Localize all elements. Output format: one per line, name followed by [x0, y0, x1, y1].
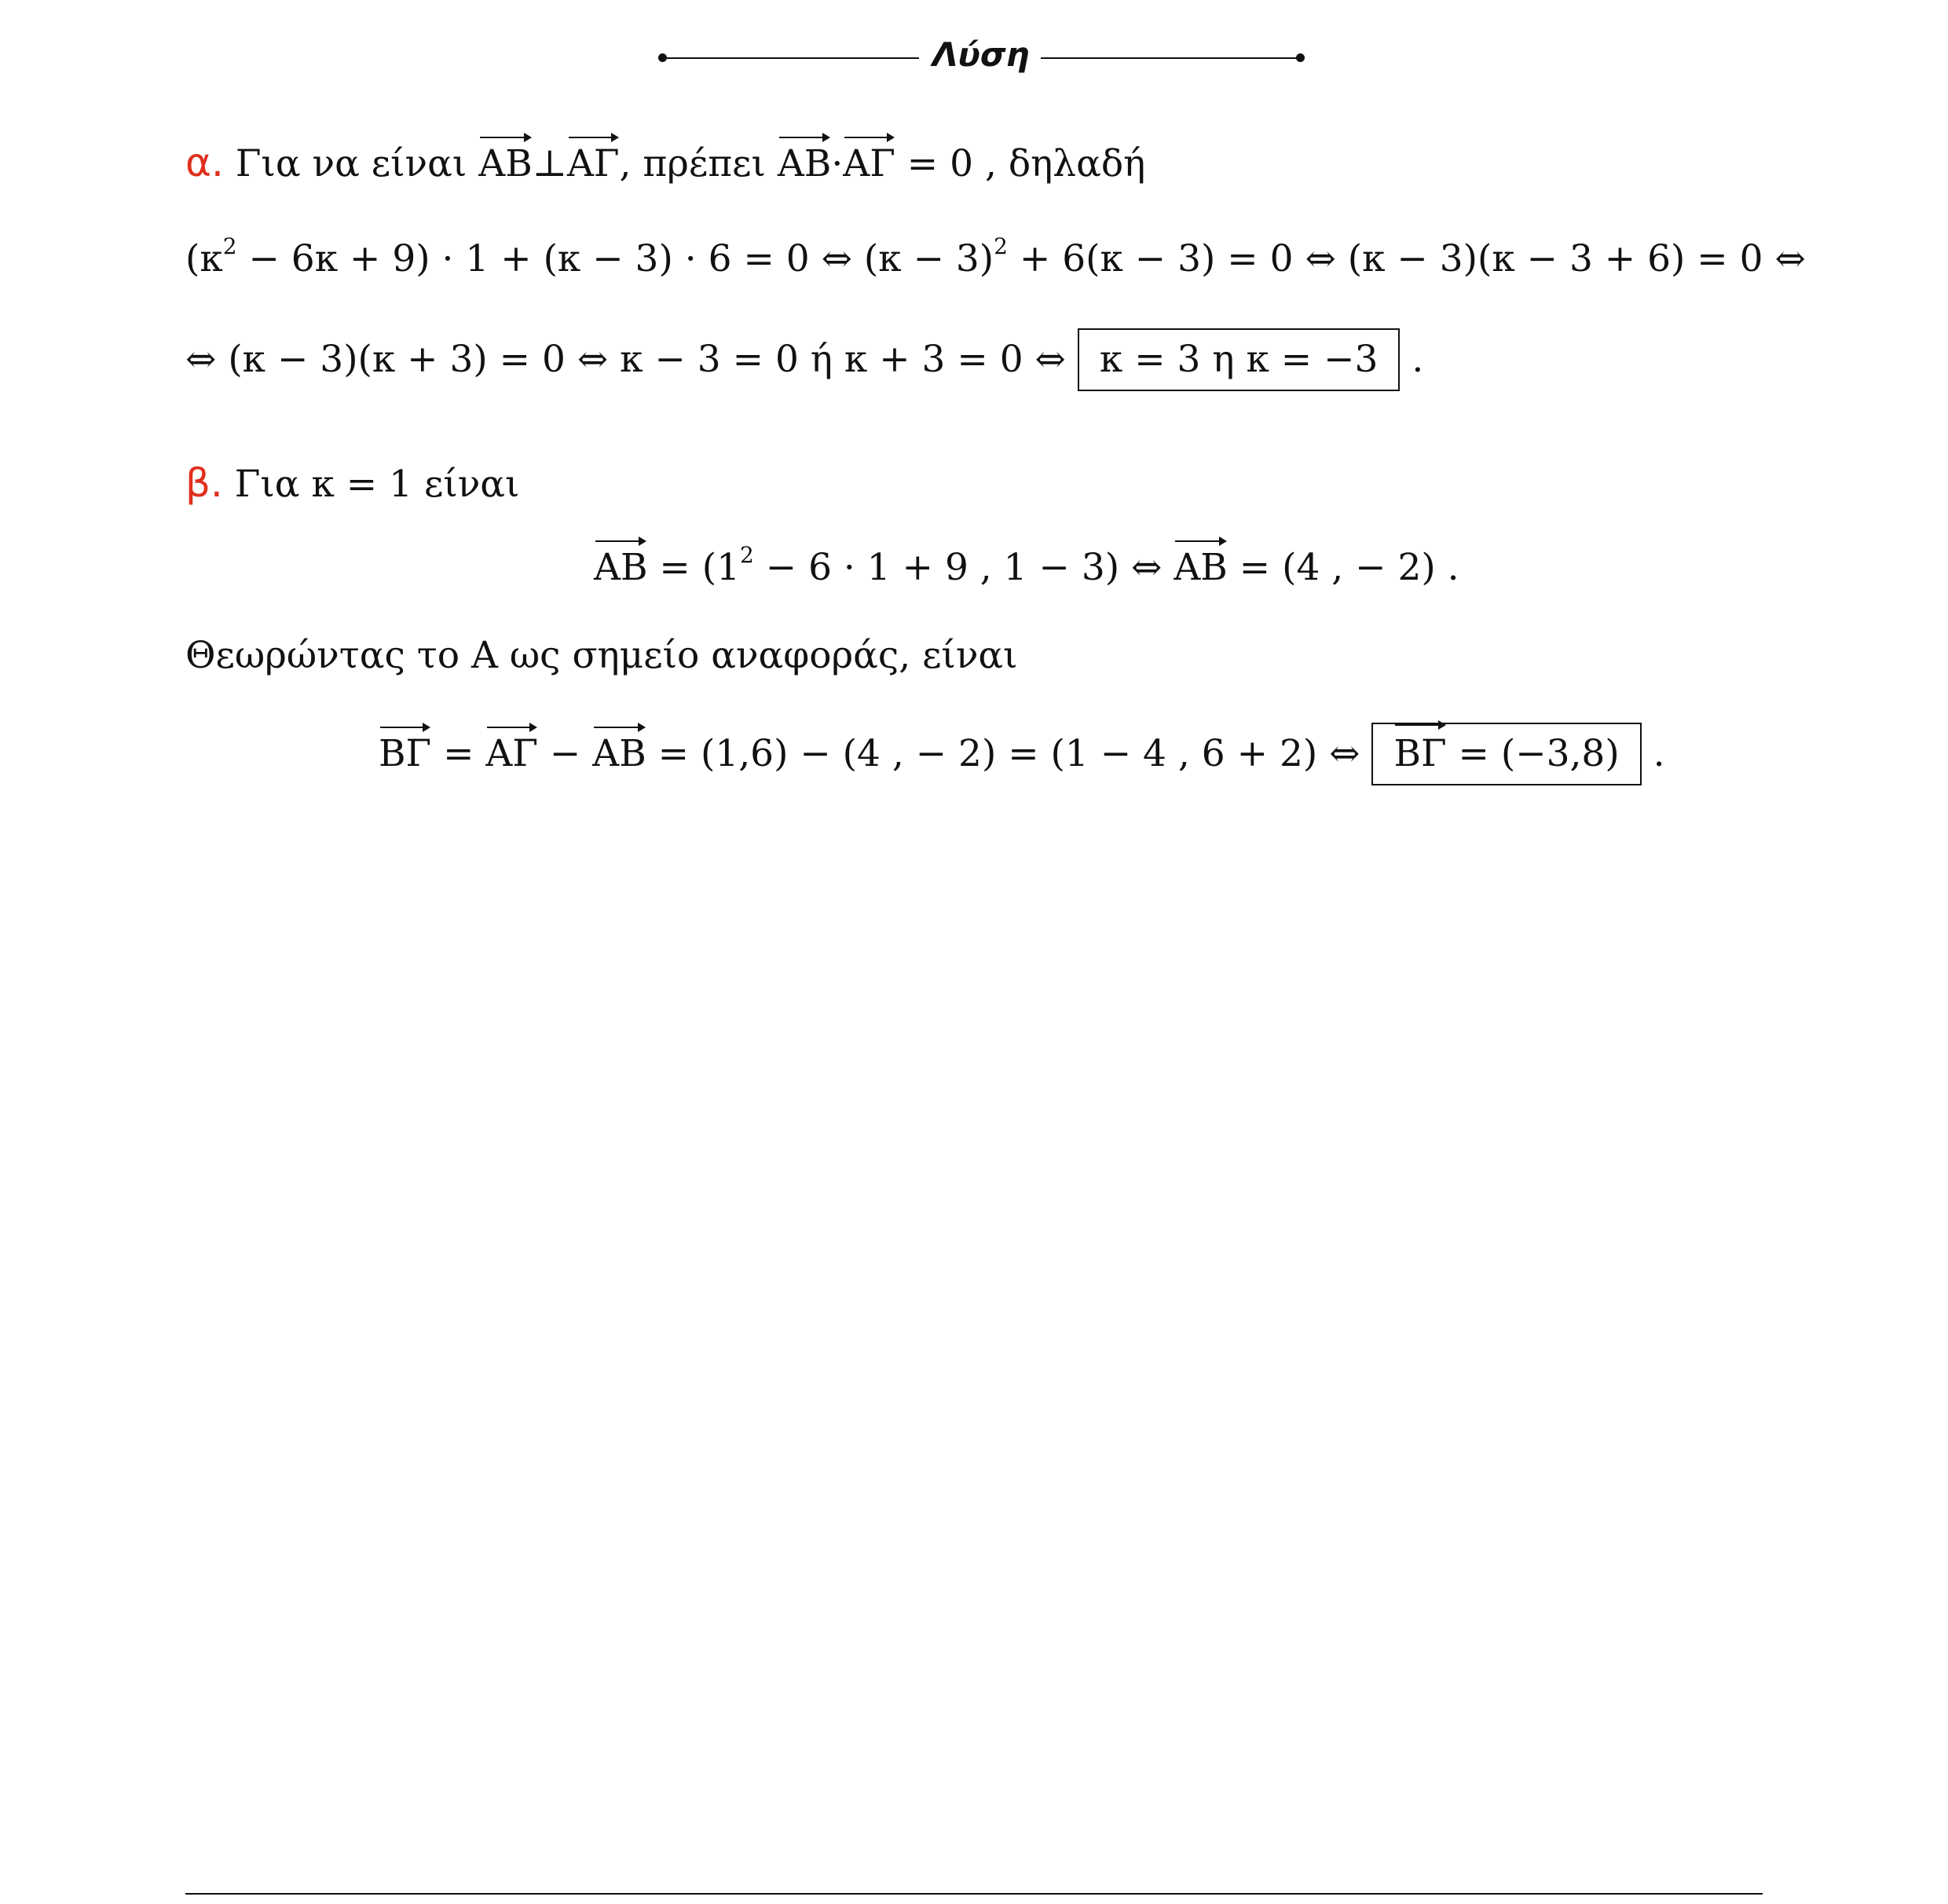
part-a-period: .: [1400, 338, 1424, 381]
eq1-part-a: = (1: [647, 546, 740, 589]
part-a-answer-box: [1078, 328, 1401, 391]
vector-ab-2: AB: [778, 137, 831, 192]
perp-symbol: ⊥: [532, 142, 567, 185]
vector-ab-4: AB: [1174, 540, 1227, 595]
header-left-rule: [662, 57, 919, 59]
part-a-line-1: [185, 135, 1145, 192]
eq2-minus: −: [537, 732, 593, 775]
line3-text: ⇔ (κ − 3)(κ + 3) = 0 ⇔ κ − 3 = 0 ή κ + 3 = 0 ⇔: [185, 338, 1078, 381]
part-a-label: α.: [185, 140, 224, 185]
part-a-must: , πρέπει: [619, 142, 778, 185]
line2-exponent-2: 2: [994, 233, 1008, 259]
vector-ag-3: AΓ: [485, 727, 538, 782]
part-a-intro: Για να είναι: [235, 142, 479, 185]
vector-ab-3: AB: [594, 540, 647, 595]
part-a-answer: κ = 3 η κ = −3: [1099, 338, 1379, 381]
vector-bg: BΓ: [379, 727, 431, 782]
part-b-equation-1: [594, 540, 1459, 595]
part-b-answer: = (−3,8): [1446, 732, 1620, 775]
eq1-part-b: − 6 · 1 + 9 , 1 − 3) ⇔: [753, 546, 1174, 589]
eq2-rest: = (1,6) − (4 , − 2) = (1 − 4 , 6 + 2) ⇔: [646, 732, 1372, 775]
eq1-part-c: = (4 , − 2) .: [1227, 546, 1459, 589]
line2-end: + 6(κ − 3) = 0 ⇔ (κ − 3)(κ − 3 + 6) = 0 ⇔: [1007, 237, 1806, 280]
vector-ab-5: AB: [592, 727, 646, 782]
header-right-rule: [1041, 57, 1300, 59]
part-b-answer-box: [1371, 723, 1641, 785]
line2-start: (κ: [185, 237, 223, 280]
part-b-sentence-text: Θεωρώντας το A ως σημείο αναφοράς, είναι: [185, 634, 1018, 677]
eq2-equals: =: [431, 732, 486, 775]
vector-ag-2: AΓ: [843, 137, 895, 192]
vector-bg-answer: BΓ: [1393, 724, 1446, 784]
part-b-label: β.: [185, 460, 223, 506]
dot-symbol: ·: [831, 142, 844, 185]
header-right-dot: [1296, 53, 1305, 62]
part-b-equation-2: [379, 723, 1665, 785]
vector-ag: AΓ: [567, 137, 620, 192]
part-b-line-1: [185, 456, 519, 512]
part-b-sentence: [185, 628, 1018, 683]
footer-rule: [185, 1893, 1763, 1895]
line2-exponent: 2: [222, 233, 237, 259]
part-a-eq-zero: = 0 , δηλαδή: [895, 142, 1146, 185]
part-a-line-3: [185, 328, 1423, 391]
solution-title: Λύση: [932, 35, 1030, 74]
part-a-line-2: [185, 232, 1806, 287]
eq1-exponent: 2: [739, 542, 754, 568]
part-b-period: .: [1641, 732, 1665, 775]
vector-ab: AB: [478, 137, 532, 192]
part-b-intro: Για κ = 1 είναι: [234, 463, 520, 506]
line2-middle: − 6κ + 9) · 1 + (κ − 3) · 6 = 0 ⇔ (κ − 3): [236, 237, 994, 280]
